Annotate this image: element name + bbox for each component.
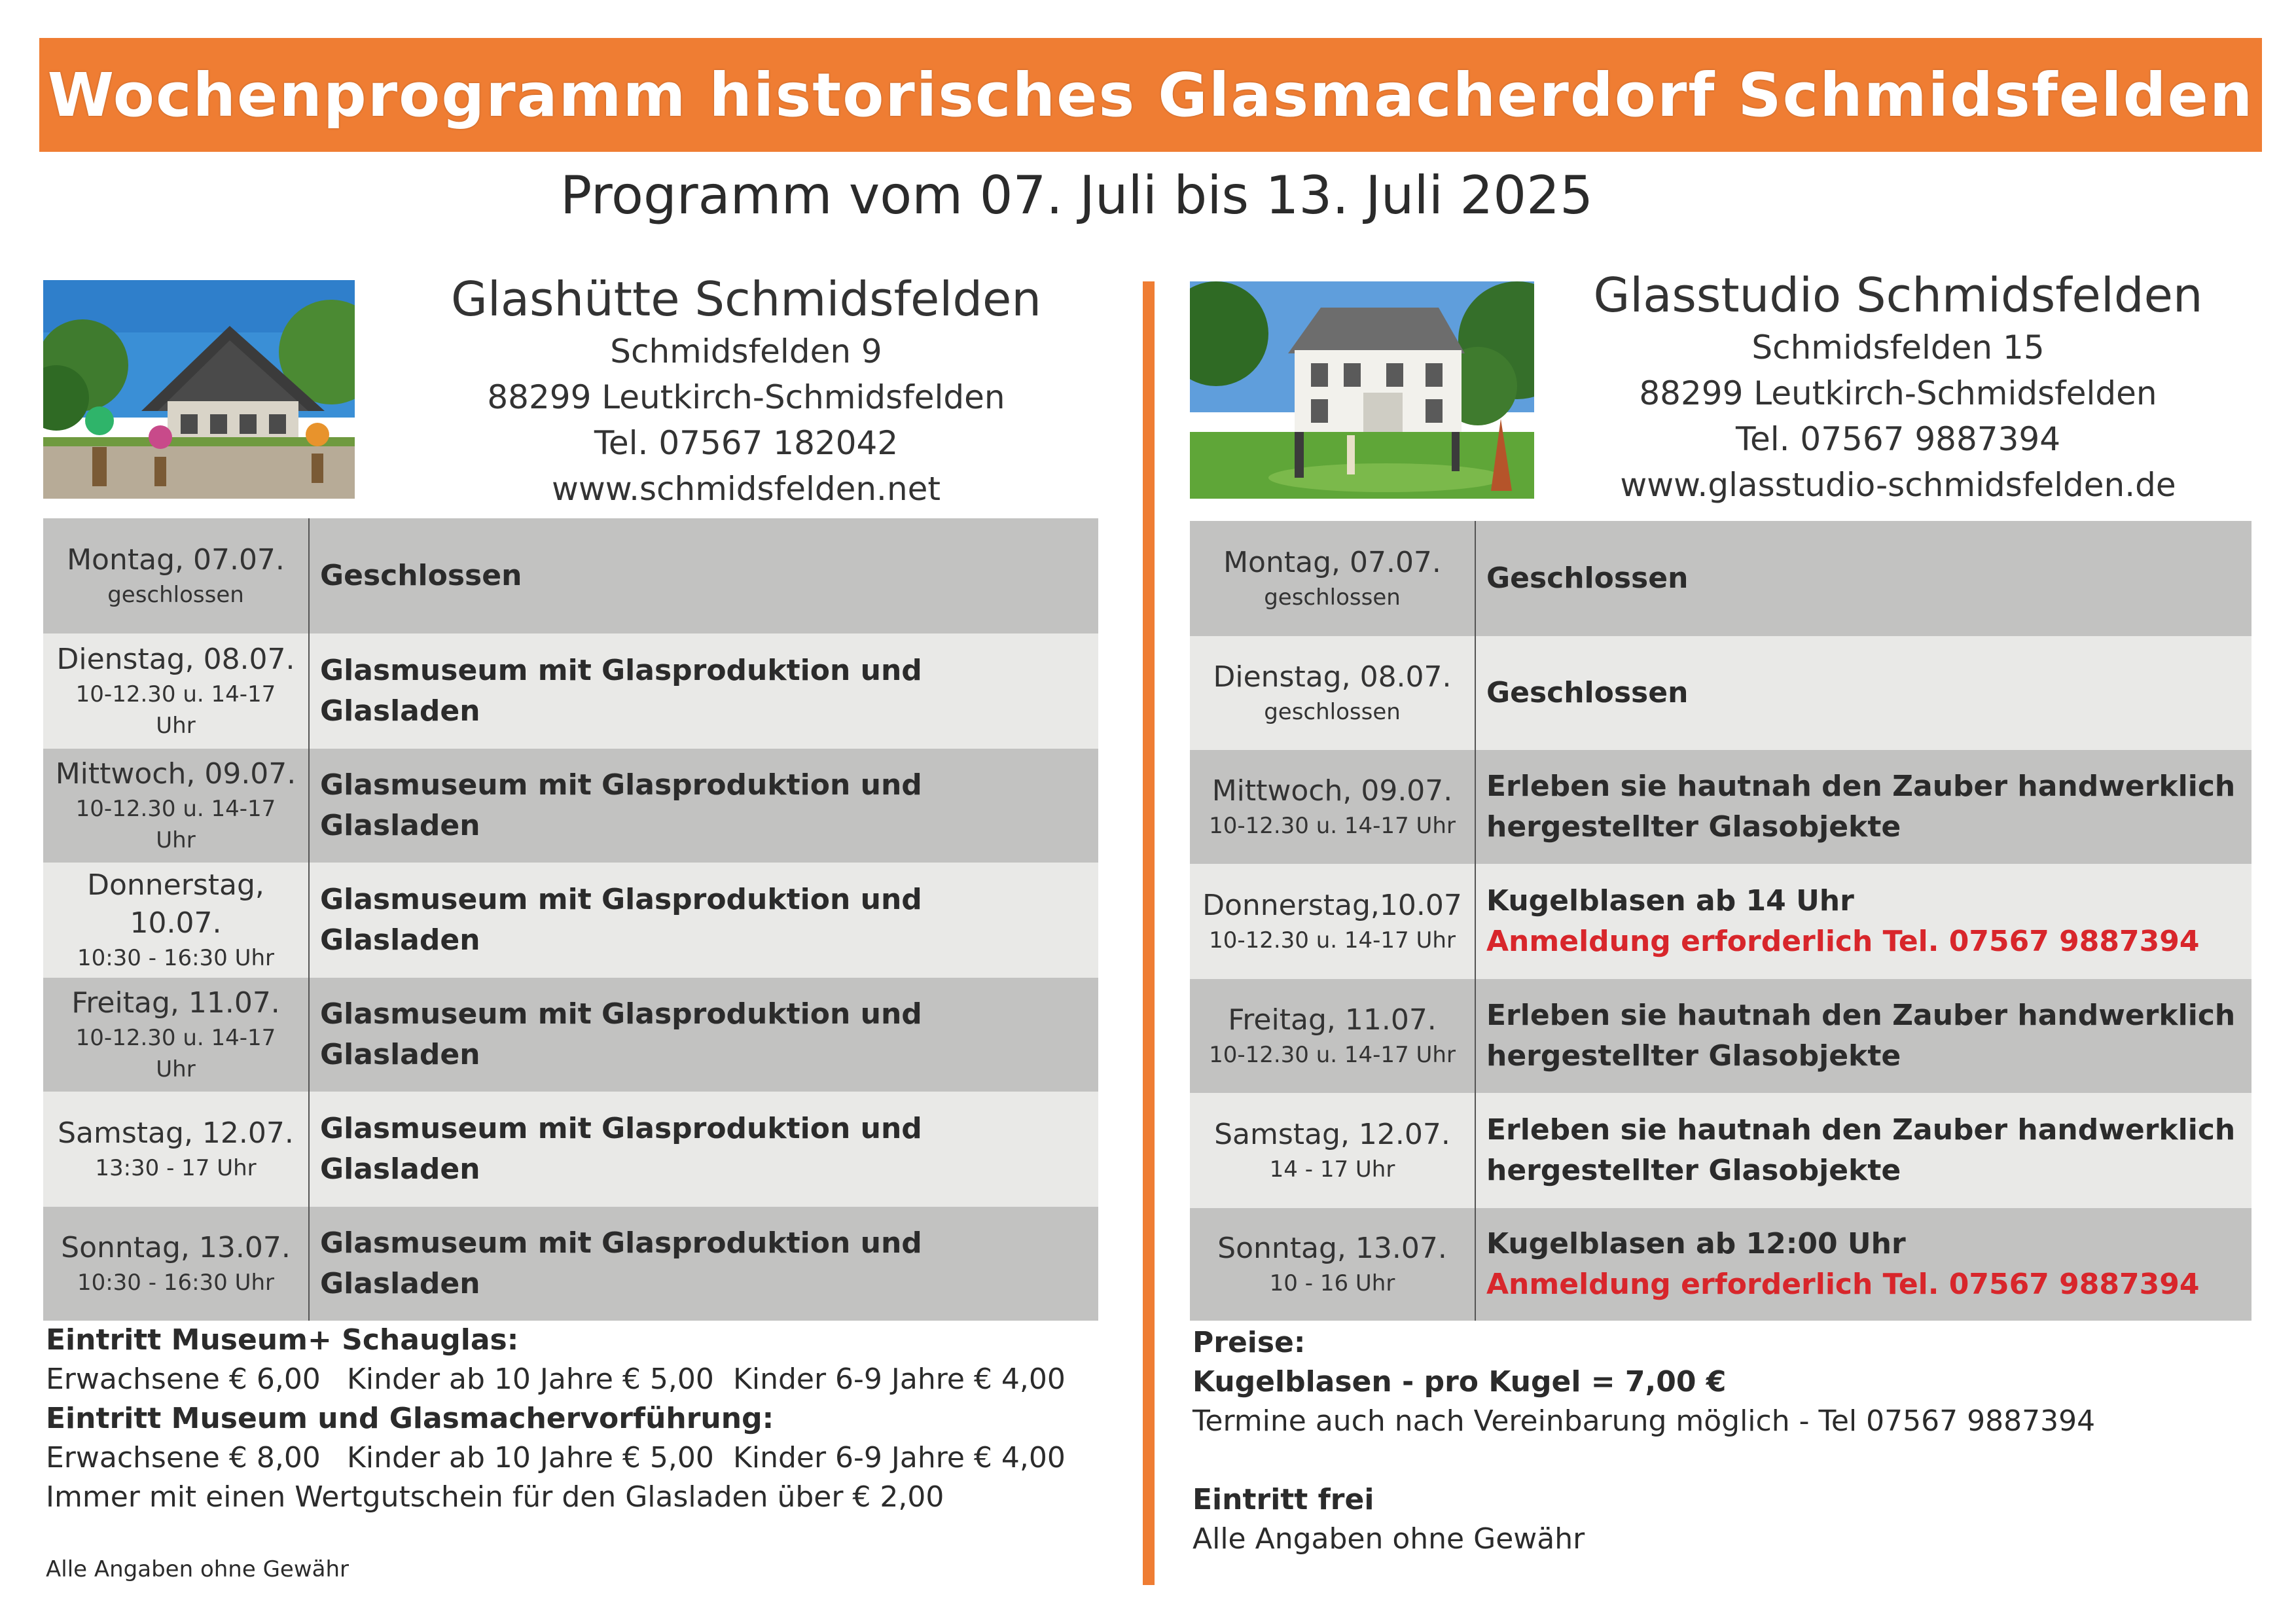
day-name: Mittwoch, 09.07. [1211,774,1453,808]
program-cell [309,863,1098,978]
day-hours: 13:30 - 17 Uhr [95,1155,257,1181]
program-line-1: Geschlossen [1486,562,1689,595]
price-row [46,1360,1119,1399]
day-name: Mittwoch, 09.07. [55,757,296,791]
program-text: Glasmuseum mit Glasproduktion und Glasladen [320,883,922,957]
program-line-2: hergestellter Glasobjekte [1486,1039,1901,1073]
table-row [1190,750,2251,864]
day-cell [43,863,309,978]
venue-name: Glasstudio Schmidsfelden [1593,268,2203,323]
venue-name: Glashütte Schmidsfelden [451,272,1041,327]
day-name: Samstag, 12.07. [58,1116,294,1150]
day-hours: geschlossen [1264,699,1401,725]
day-name: Donnerstag, 10.07. [87,868,264,940]
venue-street: Schmidsfelden 9 [610,332,882,370]
program-cell [309,1092,1098,1207]
kugelblasen-price: Kugelblasen - pro Kugel = 7,00 € [1193,1365,1727,1399]
price-child-10: Kinder ab 10 Jahre € 5,00 [347,1441,714,1474]
day-name: Donnerstag,10.07 [1202,889,1462,922]
day-name: Sonntag, 13.07. [61,1231,291,1264]
day-name: Montag, 07.07. [1223,546,1441,579]
day-hours: 10-12.30 u. 14-17 Uhr [75,1025,276,1082]
day-name: Sonntag, 13.07. [1217,1232,1447,1265]
program-cell [1475,1093,2251,1208]
day-cell [1190,636,1475,750]
program-line-1: Geschlossen [1486,676,1689,709]
day-cell [43,978,309,1092]
program-cell [309,978,1098,1092]
day-cell [43,1207,309,1321]
table-row [1190,636,2251,750]
column-divider [1143,281,1155,1585]
program-cell [1475,1208,2251,1321]
day-cell [1190,864,1475,979]
banner-title: Wochenprogramm historisches Glasmacherdorf Schmidsfelden [47,60,2254,130]
program-cell [309,518,1098,633]
program-period: Programm vom 07. Juli bis 13. Juli 2025 [560,165,1593,226]
day-hours: 10-12.30 u. 14-17 Uhr [75,796,276,853]
day-cell [1190,1208,1475,1321]
glasstudio-prices [1193,1323,2253,1559]
registration-notice: Anmeldung erforderlich Tel. 07567 9887394 [1486,1268,2200,1301]
day-name: Freitag, 11.07. [71,986,280,1020]
program-cell [1475,750,2251,864]
glashuette-schedule-table [43,518,1098,1321]
table-row [43,978,1098,1092]
program-line-1: Kugelblasen ab 14 Uhr [1486,884,1854,918]
price-heading: Eintritt Museum+ Schauglas: [46,1323,519,1357]
day-hours: 10 - 16 Uhr [1269,1270,1395,1296]
table-row [43,749,1098,863]
price-child-6-9: Kinder 6-9 Jahre € 4,00 [733,1441,1066,1474]
venue-city: 88299 Leutkirch-Schmidsfelden [487,378,1005,416]
program-line-2: hergestellter Glasobjekte [1486,810,1901,844]
glashuette-prices [46,1321,1119,1517]
free-entry: Eintritt frei [1193,1483,1374,1516]
venue-website[interactable]: www.schmidsfelden.net [552,470,941,508]
program-cell [1475,864,2251,979]
registration-notice: Anmeldung erforderlich Tel. 07567 9887394 [1486,925,2200,958]
table-row [1190,1093,2251,1208]
table-row [1190,1208,2251,1321]
table-row [1190,979,2251,1093]
program-text: Geschlossen [320,559,522,592]
day-cell [43,749,309,863]
program-line-1: Kugelblasen ab 12:00 Uhr [1486,1227,1906,1260]
program-cell [1475,979,2251,1093]
day-cell [43,518,309,633]
day-hours: 14 - 17 Uhr [1269,1156,1395,1183]
day-cell [1190,750,1475,864]
program-line-1: Erleben sie hautnah den Zauber handwerklich [1486,770,2236,803]
day-hours: geschlossen [107,582,244,608]
table-row [43,633,1098,749]
program-line-1: Erleben sie hautnah den Zauber handwerklich [1486,999,2236,1032]
program-cell [1475,521,2251,636]
day-cell [43,633,309,749]
day-cell [1190,979,1475,1093]
day-hours: 10-12.30 u. 14-17 Uhr [1209,927,1456,954]
program-text: Glasmuseum mit Glasproduktion und Glasladen [320,1226,922,1300]
day-name: Freitag, 11.07. [1228,1003,1437,1037]
venue-city: 88299 Leutkirch-Schmidsfelden [1639,374,2157,412]
day-hours: 10:30 - 16:30 Uhr [77,1270,275,1296]
glasstudio-photo [1190,281,1534,499]
table-row [43,1207,1098,1321]
glashuette-photo [43,280,355,499]
glasstudio-schedule-table [1190,521,2251,1321]
venue-phone: Tel. 07567 182042 [594,424,899,462]
appointment-note: Termine auch nach Vereinbarung möglich - Tel 07567 9887394 [1193,1404,2096,1438]
day-cell [1190,521,1475,636]
price-child-10: Kinder ab 10 Jahre € 5,00 [347,1363,714,1396]
price-row [46,1438,1119,1478]
table-row [1190,864,2251,979]
title-banner [39,38,2262,152]
disclaimer: Alle Angaben ohne Gewähr [46,1556,350,1582]
venue-street: Schmidsfelden 15 [1751,329,2045,366]
program-cell [309,1207,1098,1321]
table-row [43,518,1098,633]
venue-website[interactable]: www.glasstudio-schmidsfelden.de [1620,466,2176,504]
price-adult: Erwachsene € 8,00 [46,1441,321,1474]
price-heading: Eintritt Museum und Glasmachervorführung: [46,1402,774,1435]
program-text: Glasmuseum mit Glasproduktion und Glasladen [320,768,922,842]
program-cell [309,633,1098,749]
program-text: Glasmuseum mit Glasproduktion und Glasladen [320,654,922,728]
day-hours: 10:30 - 16:30 Uhr [77,945,275,971]
day-hours: 10-12.30 u. 14-17 Uhr [75,681,276,739]
program-line-1: Erleben sie hautnah den Zauber handwerklich [1486,1113,2236,1147]
day-hours: 10-12.30 u. 14-17 Uhr [1209,813,1456,839]
table-row [43,1092,1098,1207]
day-name: Dienstag, 08.07. [56,643,295,676]
program-line-2: hergestellter Glasobjekte [1486,1154,1901,1187]
glasstudio-contact [1505,266,2291,508]
day-cell [1190,1093,1475,1208]
price-child-6-9: Kinder 6-9 Jahre € 4,00 [733,1363,1066,1396]
price-heading: Preise: [1193,1326,1306,1359]
venue-phone: Tel. 07567 9887394 [1735,420,2061,458]
table-row [1190,521,2251,636]
day-name: Samstag, 12.07. [1214,1118,1450,1151]
day-hours: 10-12.30 u. 14-17 Uhr [1209,1042,1456,1068]
day-hours: geschlossen [1264,584,1401,611]
day-name: Dienstag, 08.07. [1213,660,1452,694]
program-cell [309,749,1098,863]
spacer [1193,1441,2253,1480]
glashuette-contact [419,270,1073,512]
program-text: Glasmuseum mit Glasproduktion und Glasladen [320,997,922,1071]
program-cell [1475,636,2251,750]
price-adult: Erwachsene € 6,00 [46,1363,321,1396]
day-cell [43,1092,309,1207]
disclaimer: Alle Angaben ohne Gewähr [1193,1522,1585,1556]
day-name: Montag, 07.07. [67,543,285,577]
voucher-note: Immer mit einen Wertgutschein für den Glasladen über € 2,00 [46,1480,944,1514]
table-row [43,863,1098,978]
program-text: Glasmuseum mit Glasproduktion und Glasladen [320,1112,922,1186]
